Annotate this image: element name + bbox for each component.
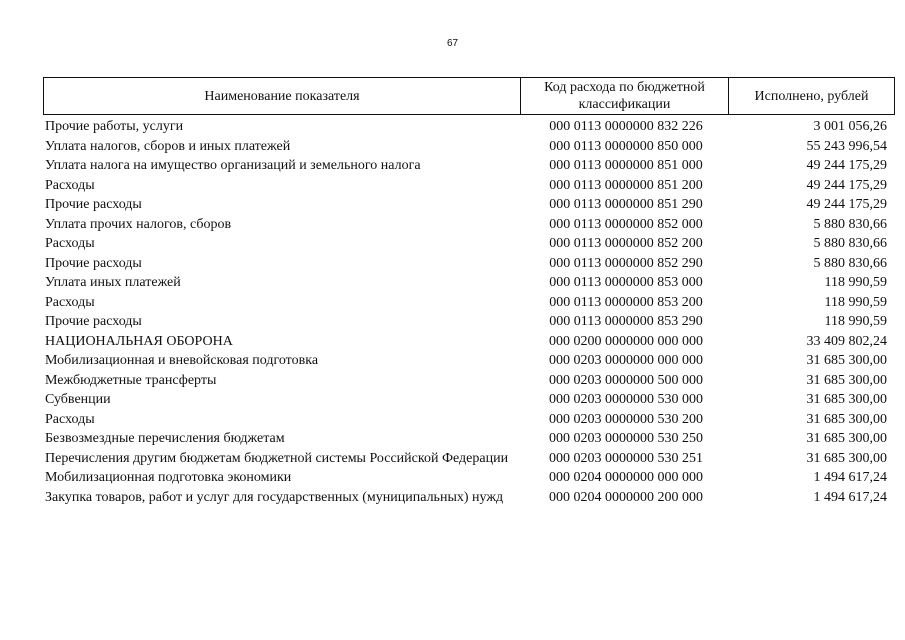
row-code: 000 0113 0000000 851 290 (549, 197, 703, 212)
row-name: Уплата налога на имущество организаций и земельного налога (45, 158, 421, 173)
table-row (45, 293, 895, 313)
row-code: 000 0200 0000000 000 000 (549, 333, 703, 349)
row-name: Расходы (45, 411, 95, 427)
table-row (45, 176, 895, 196)
table-row (45, 488, 895, 508)
row-code: 000 0203 0000000 000 000 (549, 353, 703, 368)
row-code: 000 0113 0000000 852 200 (549, 236, 703, 251)
row-name: Мобилизационная подготовка экономики (45, 470, 292, 485)
row-code: 000 0113 0000000 852 000 (549, 216, 703, 232)
table-row (45, 156, 895, 176)
row-code: 000 0113 0000000 853 200 (549, 294, 703, 310)
table-row (45, 429, 895, 449)
row-executed: 31 685 300,00 (806, 411, 887, 427)
table-row (45, 449, 895, 469)
row-code: 000 0113 0000000 852 290 (549, 255, 703, 271)
page-number: 67 (446, 38, 459, 49)
table-body (45, 117, 895, 507)
row-executed: 118 990,59 (824, 275, 887, 290)
row-name: Прочие расходы (45, 314, 142, 329)
row-name: Прочие работы, услуги (45, 119, 184, 134)
row-code: 000 0113 0000000 832 226 (549, 119, 703, 134)
table-row (45, 117, 895, 137)
row-code: 000 0203 0000000 530 251 (549, 450, 703, 466)
table-row (45, 254, 895, 274)
row-executed: 31 685 300,00 (806, 372, 887, 388)
row-executed: 1 494 617,24 (813, 489, 887, 505)
row-name: Прочие расходы (45, 255, 142, 271)
row-name: Субвенции (45, 392, 111, 407)
row-executed: 31 685 300,00 (806, 431, 887, 446)
row-executed: 31 685 300,00 (806, 392, 887, 407)
row-name: Мобилизационная и вневойсковая подготовка (45, 353, 319, 368)
table-row (45, 215, 895, 235)
row-code: 000 0203 0000000 530 200 (549, 411, 703, 427)
row-name: Прочие расходы (45, 197, 142, 212)
row-code: 000 0113 0000000 853 000 (549, 275, 703, 290)
row-executed: 31 685 300,00 (806, 353, 887, 368)
table-row (45, 390, 895, 410)
table-header (43, 77, 895, 115)
row-executed: 33 409 802,24 (806, 333, 887, 349)
row-executed: 3 001 056,26 (813, 119, 887, 134)
table-row (45, 410, 895, 430)
row-name: Расходы (45, 294, 95, 310)
row-code: 000 0113 0000000 851 000 (549, 158, 703, 173)
row-code: 000 0203 0000000 530 000 (549, 392, 703, 407)
table-row (45, 468, 895, 488)
row-code: 000 0113 0000000 853 290 (549, 314, 703, 329)
row-executed: 1 494 617,24 (813, 470, 887, 485)
row-executed: 49 244 175,29 (806, 158, 887, 173)
row-code: 000 0204 0000000 000 000 (549, 470, 703, 485)
row-code: 000 0203 0000000 530 250 (549, 431, 703, 446)
header-code: Код расхода по бюджетной классификации (521, 78, 729, 114)
row-name: Закупка товаров, работ и услуг для государственных (муниципальных) нужд (45, 489, 504, 505)
row-executed: 5 880 830,66 (813, 255, 887, 271)
table-row (45, 312, 895, 332)
table-row (45, 137, 895, 157)
row-name: Безвозмездные перечисления бюджетам (45, 431, 285, 446)
row-code: 000 0113 0000000 851 200 (549, 177, 703, 193)
row-name: Расходы (45, 236, 95, 251)
table-row (45, 273, 895, 293)
row-executed: 5 880 830,66 (813, 236, 887, 251)
row-code: 000 0113 0000000 850 000 (549, 138, 703, 154)
row-name: Межбюджетные трансферты (45, 372, 217, 388)
row-executed: 118 990,59 (824, 314, 887, 329)
row-executed: 5 880 830,66 (813, 216, 887, 232)
row-code: 000 0203 0000000 500 000 (549, 372, 703, 388)
row-name: Перечисления другим бюджетам бюджетной системы Российской Федерации (45, 450, 509, 466)
table-row (45, 351, 895, 371)
header-name: Наименование показателя (44, 78, 521, 114)
row-name: НАЦИОНАЛЬНАЯ ОБОРОНА (45, 333, 233, 349)
row-executed: 55 243 996,54 (806, 138, 887, 154)
row-executed: 49 244 175,29 (806, 197, 887, 212)
table-row (45, 234, 895, 254)
row-name: Уплата иных платежей (45, 275, 181, 290)
header-executed: Исполнено, рублей (754, 88, 869, 104)
row-executed: 31 685 300,00 (806, 450, 887, 466)
row-executed: 49 244 175,29 (806, 177, 887, 193)
table-row (45, 371, 895, 391)
row-name: Уплата налогов, сборов и иных платежей (45, 138, 291, 154)
row-code: 000 0204 0000000 200 000 (549, 489, 703, 505)
table-row (45, 195, 895, 215)
table-row (45, 332, 895, 352)
row-name: Уплата прочих налогов, сборов (45, 216, 232, 232)
row-executed: 118 990,59 (824, 294, 887, 310)
row-name: Расходы (45, 177, 95, 193)
